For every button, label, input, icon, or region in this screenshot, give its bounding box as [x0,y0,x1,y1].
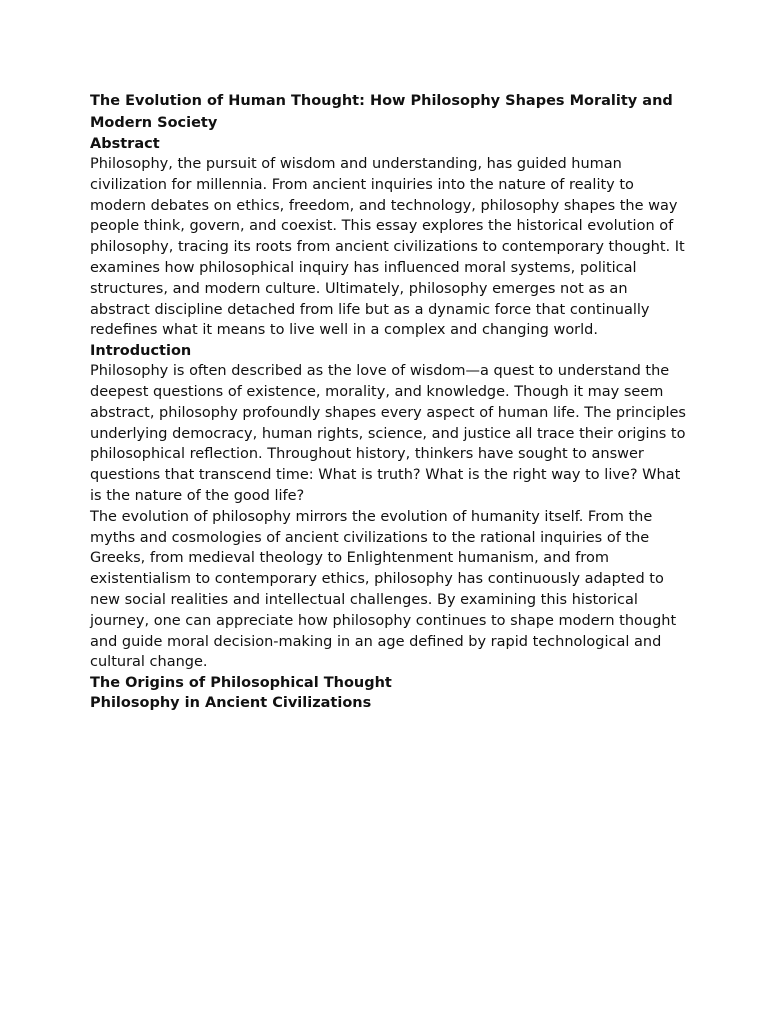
introduction-paragraph-2: The evolution of philosophy mirrors the evolution of humanity itself. From the myths and cosmologies of ancient civilizations to the rational inquiries of the Greeks, from medieval theology to Enlightenment humanism, and from existentialism to contemporary ethics, philosophy has continuously adapted to new social realities and intellectual challenges. By examining this historical journey, one can appreciate how philosophy continues to shape modern thought and guide moral decision-making in an age defined by rapid technological and cultural change. [90,508,677,671]
origins-heading: The Origins of Philosophical Thought [90,675,392,692]
ancient-civilizations-subheading: Philosophy in Ancient Civilizations [90,695,372,712]
introduction-paragraph-1: Philosophy is often described as the love of wisdom—a quest to understand the deepest questions of existence, morality, and knowledge. Though it may seem abstract, philosophy profoundly shapes every aspect of human life. The principles underlying democracy, human rights, science, and justice all trace their origins to philosophical reflection. Throughout history, thinkers have sought to answer questions that transcend time: What is truth? What is the right way to live? What is the nature of the good life? [90,363,686,504]
document-page [90,90,690,713]
introduction-heading: Introduction [90,343,192,360]
document-title: The Evolution of Human Thought: How Philosophy Shapes Morality and Modern Society [90,93,673,131]
abstract-paragraph: Philosophy, the pursuit of wisdom and understanding, has guided human civilization for millennia. From ancient inquiries into the nature of reality to modern debates on ethics, freedom, and technology, philosophy shapes the way people think, govern, and coexist. This essay explores the historical evolution of philosophy, tracing its roots from ancient civilizations to contemporary thought. It examines how philosophical inquiry has influenced moral systems, political structures, and modern culture. Ultimately, philosophy emerges not as an abstract discipline detached from life but as a dynamic force that continually redefines what it means to live well in a complex and changing world. [90,156,685,339]
abstract-heading: Abstract [90,136,160,152]
